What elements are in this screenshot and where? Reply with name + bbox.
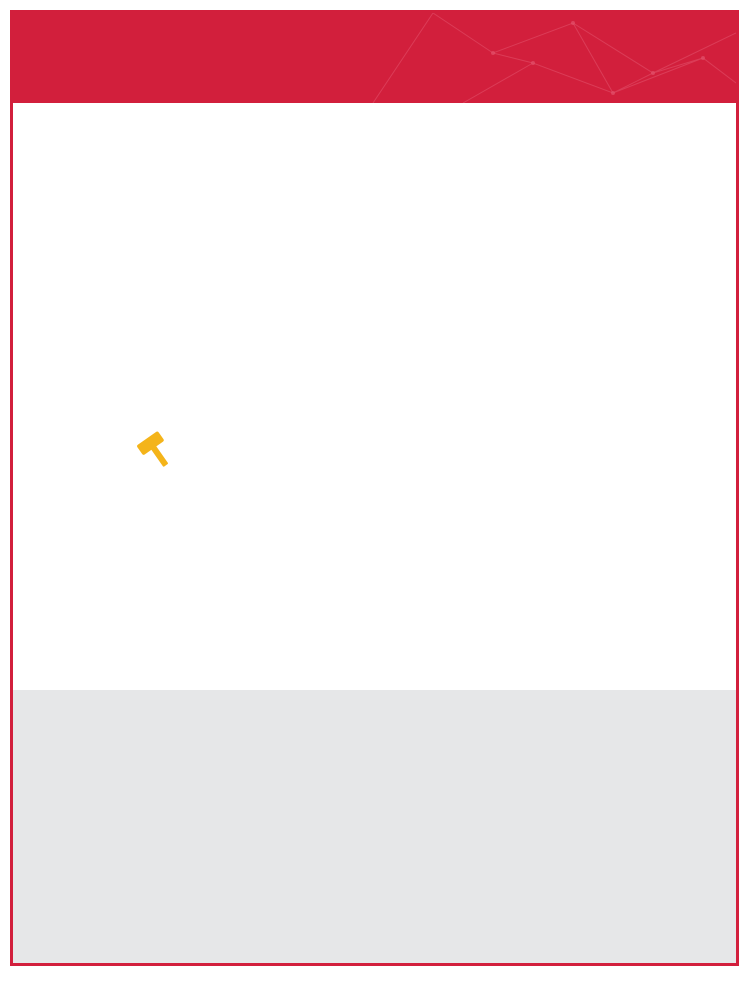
hammer-icon bbox=[136, 431, 176, 473]
parpi-inhibitor bbox=[136, 431, 176, 473]
figure-frame bbox=[10, 10, 739, 966]
dna-repair-diagram bbox=[13, 13, 736, 690]
explanation-panel bbox=[13, 690, 736, 963]
